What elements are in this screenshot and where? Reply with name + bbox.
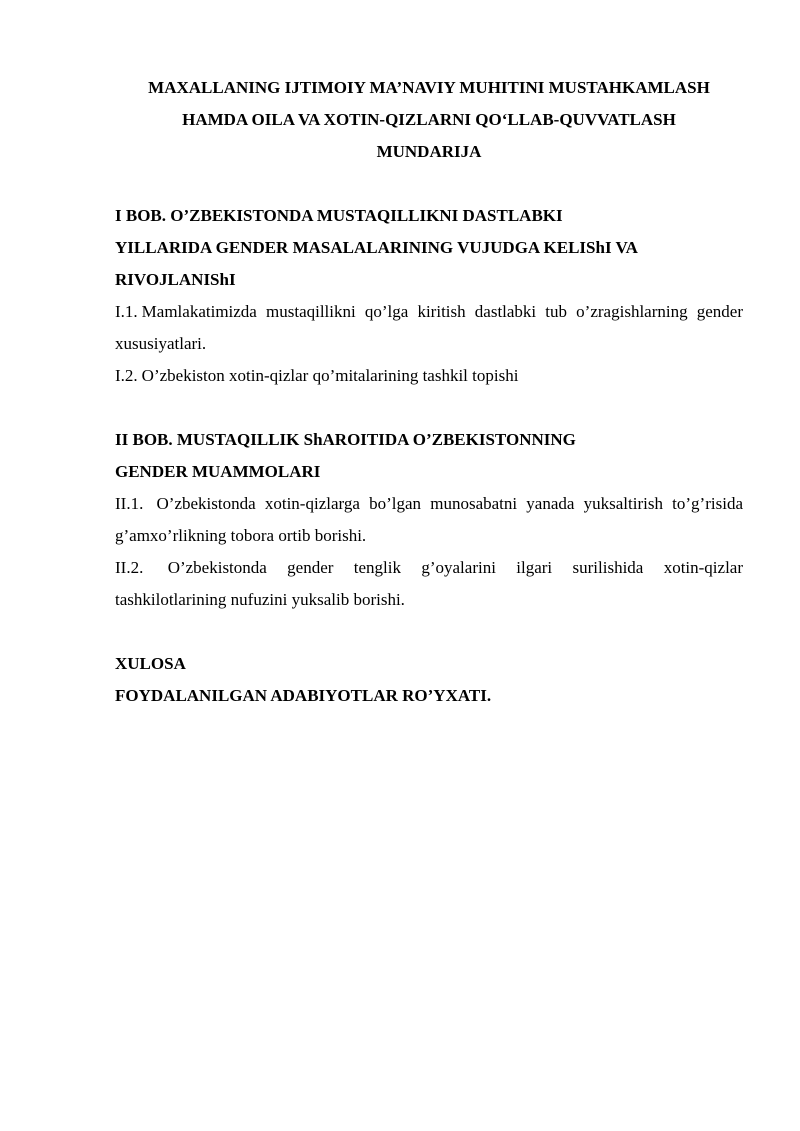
section-2-2 — [115, 552, 743, 616]
document-title — [115, 72, 743, 168]
chapter-1-heading-line-2: YILLARIDA GENDER MASALALARINING VUJUDGA KELIShI VA — [115, 238, 638, 257]
chapter-2-heading-line-1: II BOB. MUSTAQILLIK ShAROITIDA O’ZBEKISTONNING — [115, 430, 576, 449]
section-number: I.2. — [115, 366, 138, 385]
chapter-2 — [115, 424, 743, 616]
table-of-contents — [115, 72, 743, 712]
spacer — [115, 392, 743, 424]
chapter-1-heading-line-3: RIVOJLANIShI — [115, 270, 236, 289]
section-number: I.1. — [115, 302, 138, 321]
section-2-1 — [115, 488, 743, 552]
title-line-2: HAMDA OILA VA XOTIN-QIZLARNI QO‘LLAB-QUVVATLASH — [182, 110, 676, 129]
title-line-1: MAXALLANING IJTIMOIY MA’NAVIY MUHITINI MUSTAHKAMLASH — [148, 78, 710, 97]
section-title: O’zbekistonda xotin-qizlarga bo’lgan munosabatni yanada yuksaltirish to’g’risida g’amxo’rlikning tobora ortib borishi. — [115, 494, 743, 545]
section-title: O’zbekistonda gender tenglik g’oyalarini ilgari surilishida xotin-qizlar tashkilotlarining nufuzini yuksalib borishi. — [115, 558, 744, 609]
section-1-2 — [115, 360, 743, 392]
contents-heading: MUNDARIJA — [376, 142, 482, 161]
chapter-1 — [115, 200, 743, 392]
section-1-1 — [115, 296, 743, 360]
spacer — [115, 168, 743, 200]
section-number: II.1. — [115, 494, 144, 513]
section-title: Mamlakatimizda mustaqillikni qo’lga kiritish dastlabki tub o’zragishlarning gender xususiyatlari. — [115, 302, 743, 353]
chapter-1-heading-line-1: I BOB. O’ZBEKISTONDA MUSTAQILLIKNI DASTLABKI — [115, 206, 563, 225]
conclusion-heading: XULOSA — [115, 654, 186, 673]
section-number: II.2. — [115, 558, 144, 577]
section-title: O’zbekiston xotin-qizlar qo’mitalarining tashkil topishi — [141, 366, 519, 385]
spacer — [115, 616, 743, 648]
chapter-2-heading-line-2: GENDER MUAMMOLARI — [115, 462, 321, 481]
references-heading: FOYDALANILGAN ADABIYOTLAR RO’YXATI. — [115, 686, 492, 705]
